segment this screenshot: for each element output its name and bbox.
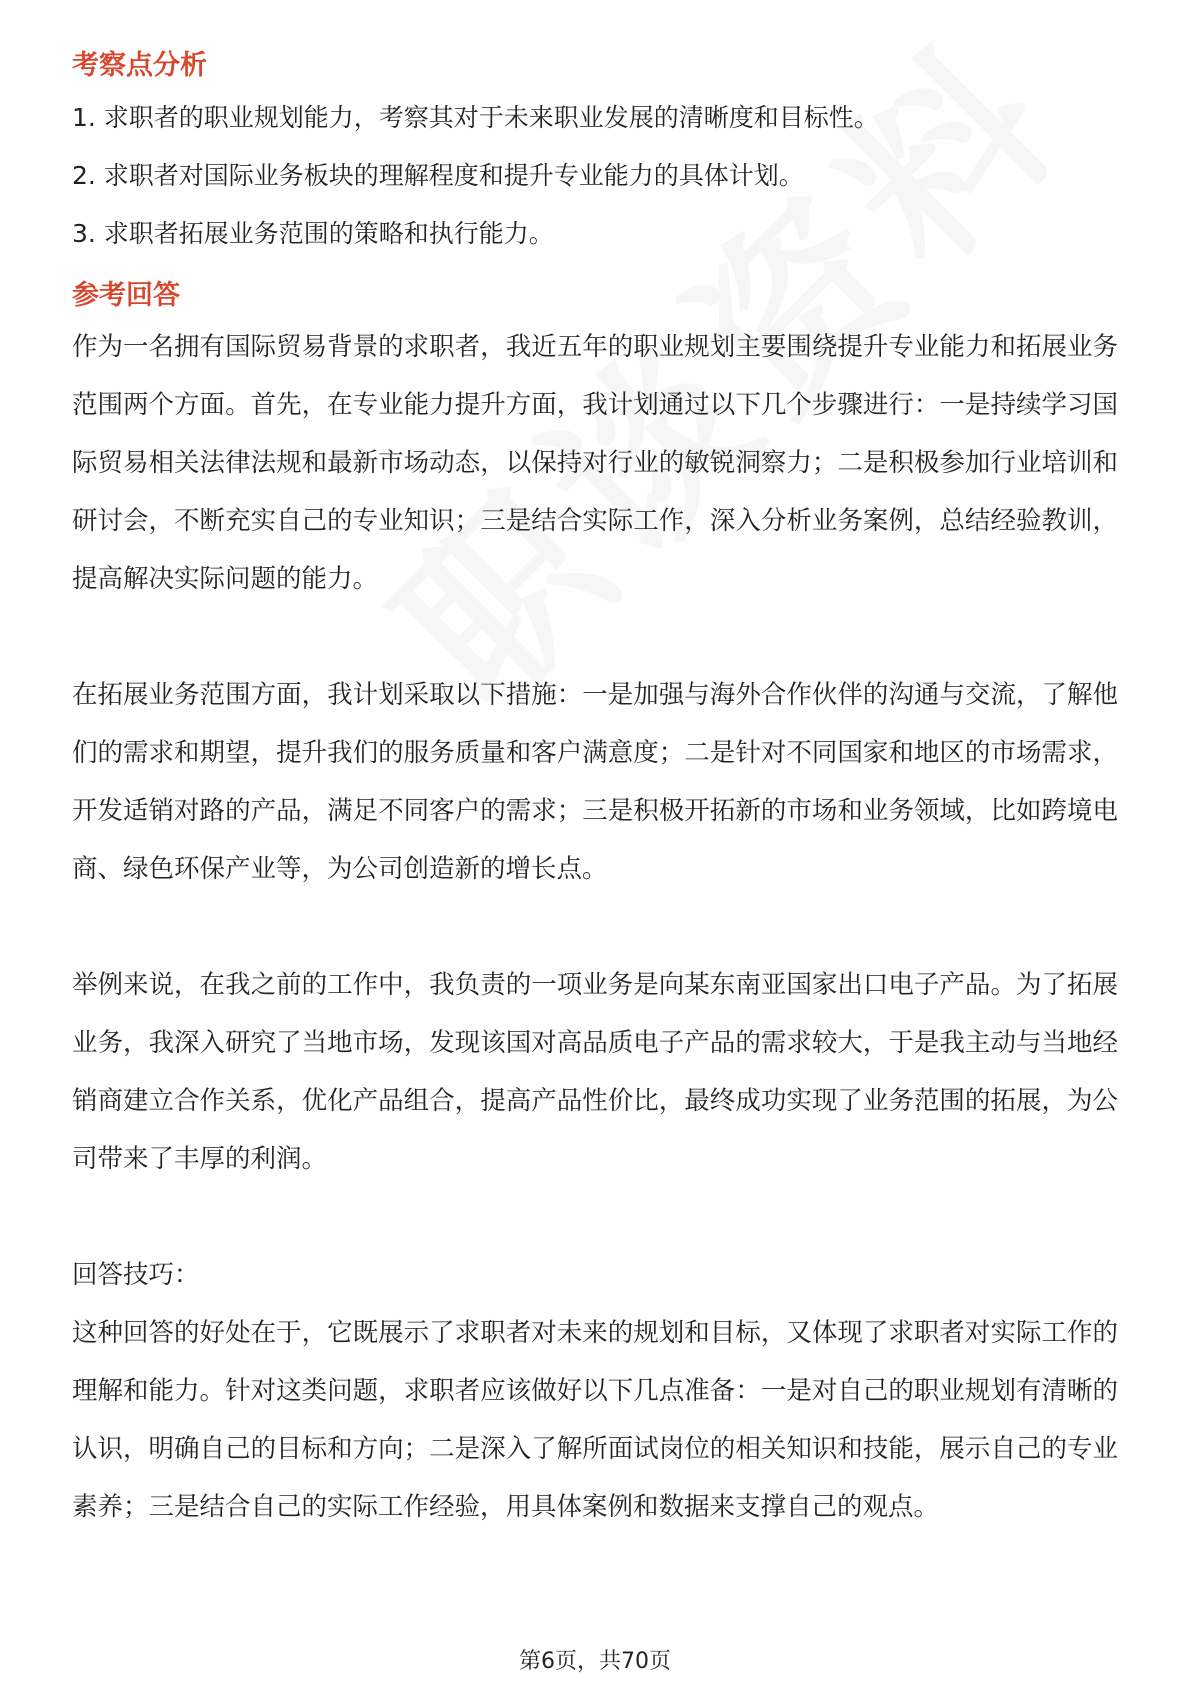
- section-title-answer: 参考回答: [72, 280, 180, 311]
- analysis-item-1: 1. 求职者的职业规划能力，考察其对于未来职业发展的清晰度和目标性。: [72, 103, 879, 132]
- answer-paragraph-3: 举例来说，在我之前的工作中，我负责的一项业务是向某东南亚国家出口电子产品。为了拓展业务，我深入研究了当地市场，发现该国对高品质电子产品的需求较大，于是我主动与当地经销商建立合作关系，优化产品组合，提高产品性价比，最终成功实现了业务范围的拓展，为公司带来了丰厚的利润。: [72, 970, 1118, 1174]
- analysis-item-2: 2. 求职者对国际业务板块的理解程度和提升专业能力的具体计划。: [72, 161, 804, 190]
- answer-paragraph-1: 作为一名拥有国际贸易背景的求职者，我近五年的职业规划主要围绕提升专业能力和拓展业务范围两个方面。首先，在专业能力提升方面，我计划通过以下几个步骤进行：一是持续学习国际贸易相关法律法规和最新市场动态，以保持对行业的敏锐洞察力；二是积极参加行业培训和研讨会，不断充实自己的专业知识；三是结合实际工作，深入分析业务案例，总结经验教训，提高解决实际问题的能力。: [72, 332, 1118, 594]
- page-content: [72, 46, 1118, 1536]
- section-title-analysis: 考察点分析: [72, 50, 207, 81]
- answer-paragraph-2: 在拓展业务范围方面，我计划采取以下措施：一是加强与海外合作伙伴的沟通与交流，了解他们的需求和期望，提升我们的服务质量和客户满意度；二是针对不同国家和地区的市场需求，开发适销对路的产品，满足不同客户的需求；三是积极开拓新的市场和业务领域，比如跨境电商、绿色环保产业等，为公司创造新的增长点。: [72, 680, 1118, 884]
- tips-paragraph: 这种回答的好处在于，它既展示了求职者对未来的规划和目标，又体现了求职者对实际工作的理解和能力。针对这类问题，求职者应该做好以下几点准备：一是对自己的职业规划有清晰的认识，明确自己的目标和方向；二是深入了解所面试岗位的相关知识和技能，展示自己的专业素养；三是结合自己的实际工作经验，用具体案例和数据来支撑自己的观点。: [72, 1318, 1118, 1522]
- tips-title: 回答技巧：: [72, 1260, 200, 1290]
- page-footer: 第6页，共70页: [519, 1649, 671, 1674]
- analysis-item-3: 3. 求职者拓展业务范围的策略和执行能力。: [72, 219, 554, 248]
